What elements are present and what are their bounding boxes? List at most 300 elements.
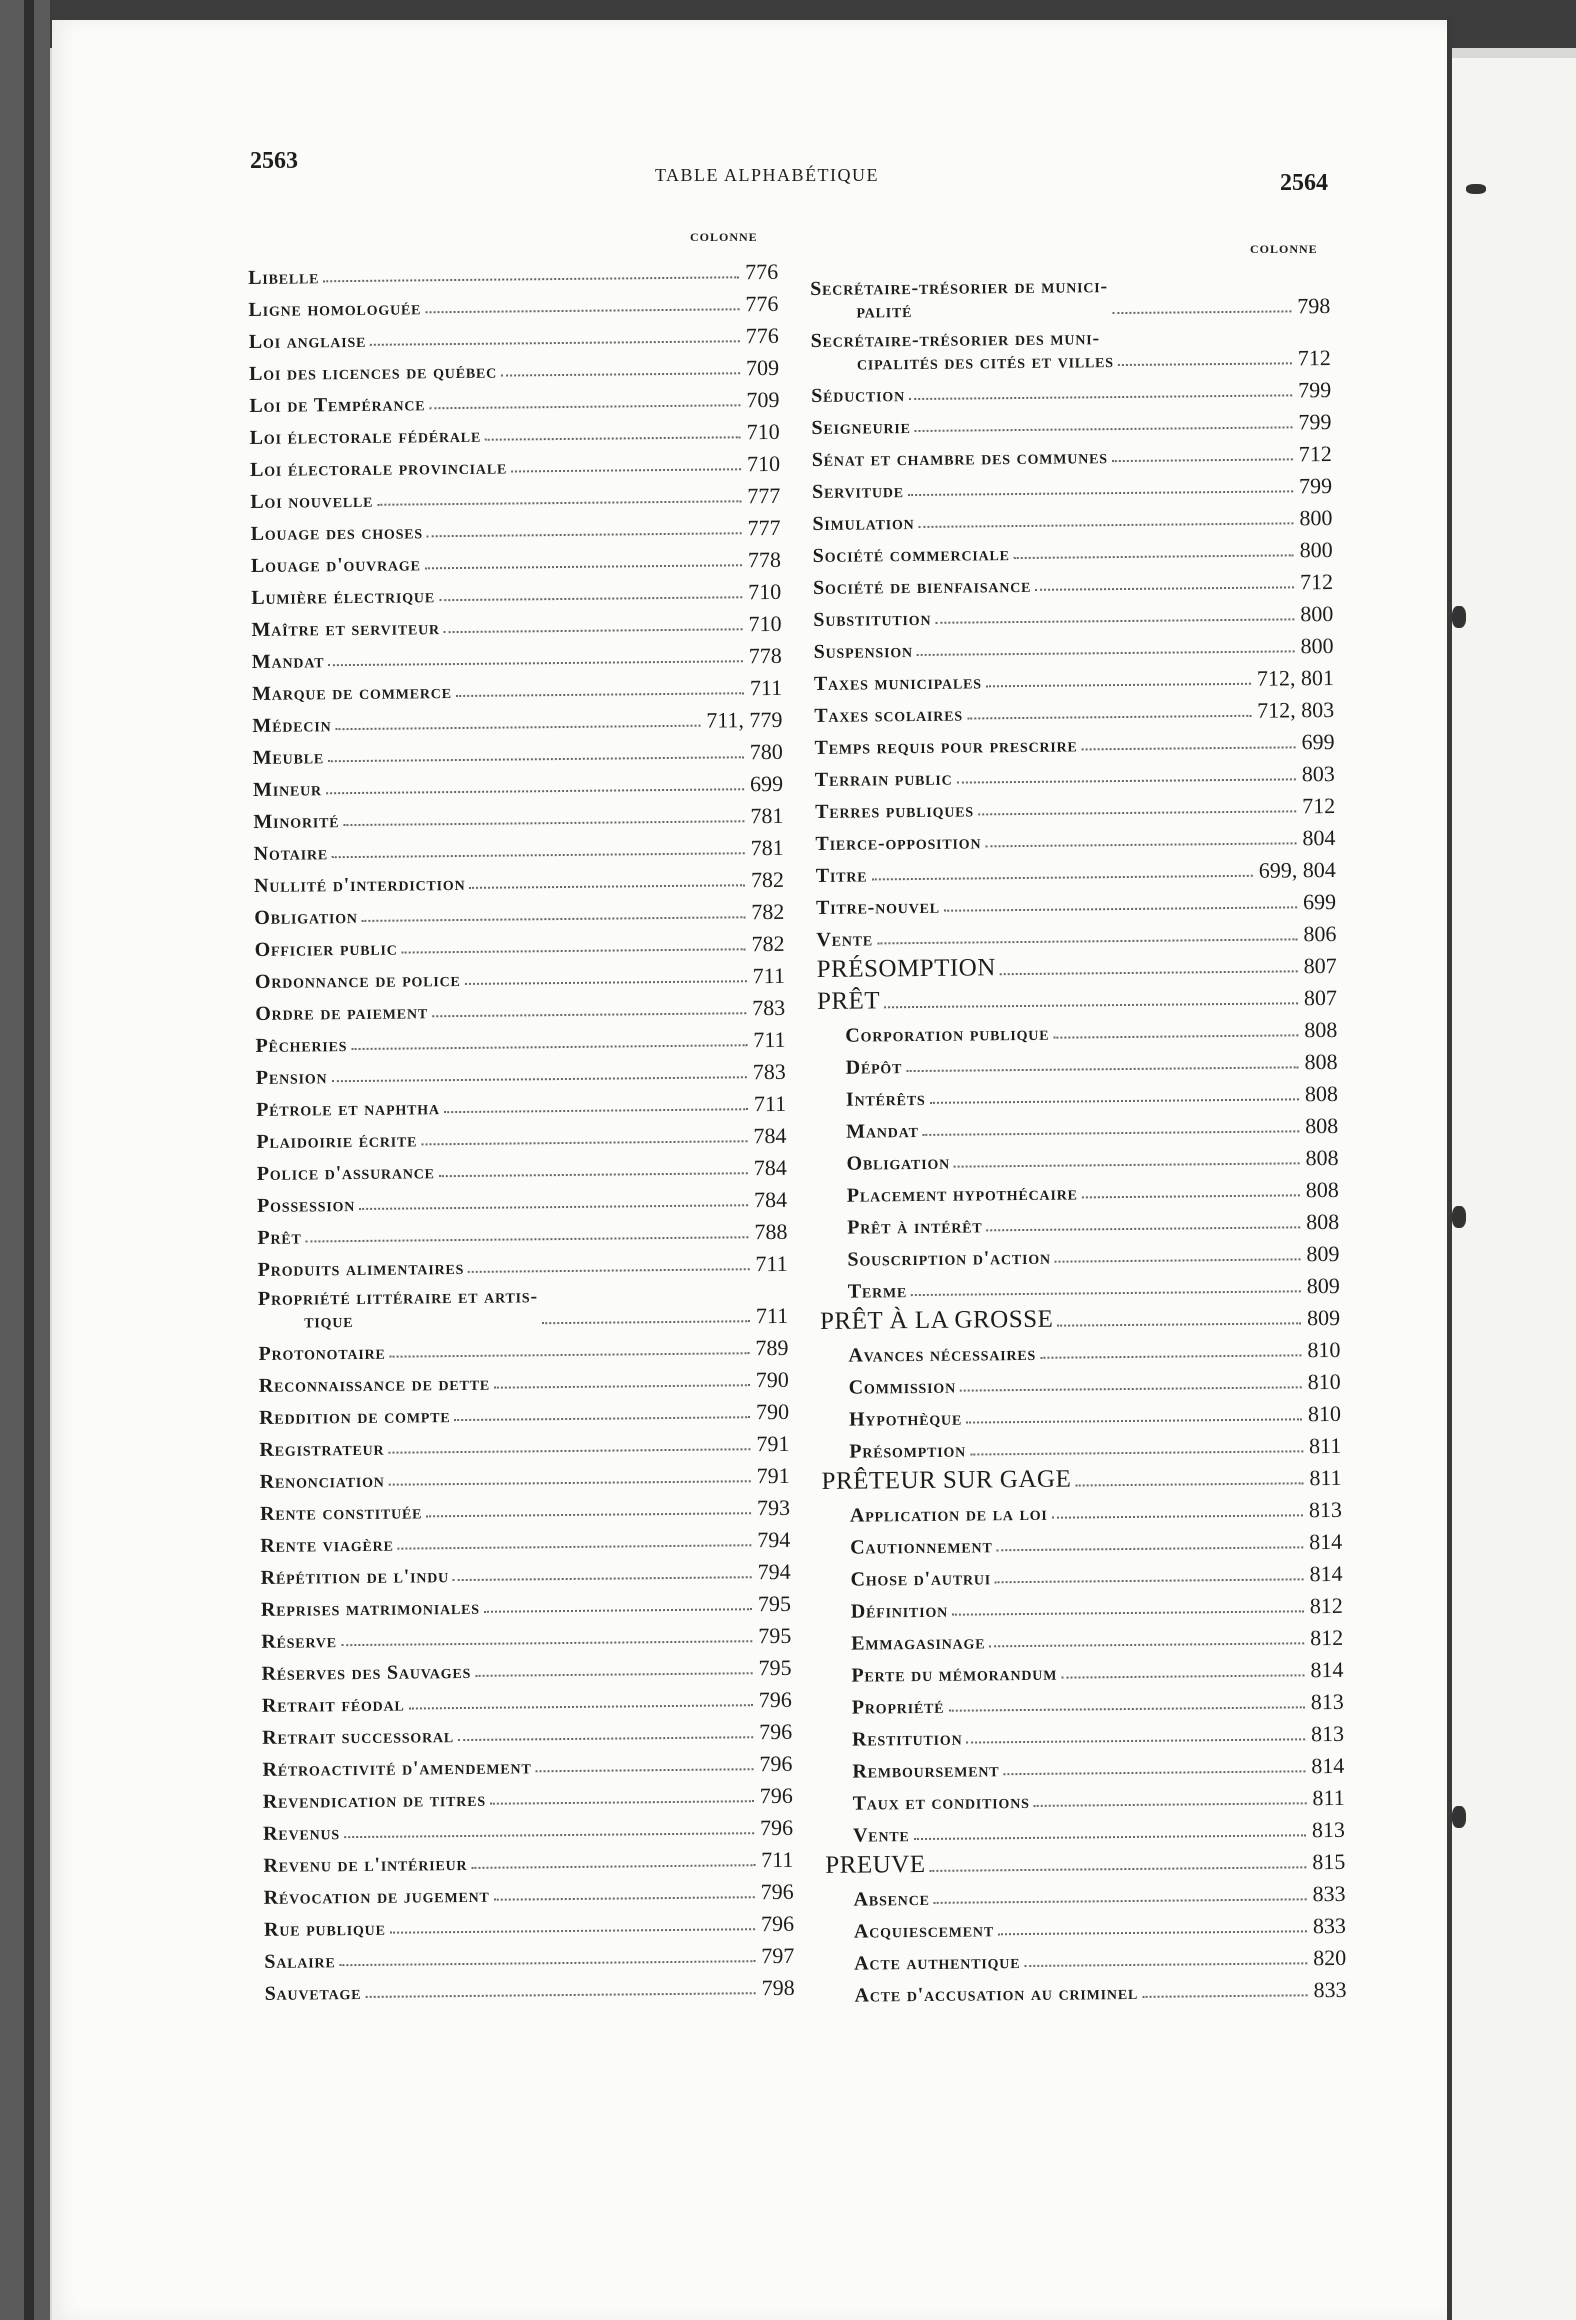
index-term: Substitution (813, 607, 932, 631)
leader-dots (884, 1002, 1298, 1008)
column-reference: 712 (1298, 441, 1332, 467)
leader-dots (365, 1992, 755, 1998)
leader-dots (402, 948, 746, 953)
column-reference: 796 (759, 1750, 793, 1777)
index-entry (263, 1841, 793, 1878)
leader-dots (454, 1416, 750, 1421)
index-term: PRÉSOMPTION (816, 954, 996, 983)
index-entry (264, 1937, 794, 1974)
column-reference: 796 (759, 1718, 793, 1745)
column-reference: 782 (751, 898, 785, 925)
leader-dots (986, 683, 1251, 688)
leader-dots (1035, 586, 1294, 590)
column-reference: 813 (1310, 1720, 1345, 1747)
index-entry (821, 1395, 1341, 1432)
index-term: PRÊT À LA GROSSE (819, 1305, 1054, 1335)
column-reference: 781 (750, 834, 784, 861)
leader-dots (909, 394, 1292, 400)
column-reference: 800 (1300, 632, 1334, 659)
index-entry (259, 1393, 789, 1430)
index-term: Corporation publique (845, 1022, 1050, 1047)
index-term: Reddition de compte (259, 1405, 451, 1429)
index-term: Hypothèque (848, 1407, 963, 1431)
index-term: Notaire (253, 842, 329, 865)
index-term: Taux et conditions (852, 1790, 1030, 1815)
index-entry (822, 1523, 1342, 1560)
column-reference: 711 (755, 1302, 789, 1329)
leader-dots (967, 715, 1251, 720)
index-term: Pension (255, 1066, 328, 1089)
leader-dots (425, 564, 742, 569)
index-term: Plaidoirie écrite (256, 1129, 418, 1153)
index-term: Reconnaissance de dette (258, 1372, 491, 1397)
leader-dots (465, 980, 747, 985)
column-reference: 793 (756, 1494, 791, 1521)
index-entry (820, 1267, 1340, 1304)
index-entry (814, 691, 1334, 728)
index-entry (263, 1777, 793, 1814)
column-reference: 799 (1298, 409, 1332, 435)
leader-dots (444, 628, 743, 633)
column-reference: 811 (1312, 1784, 1345, 1811)
leader-dots (908, 490, 1293, 496)
leader-dots (388, 1448, 750, 1453)
leader-dots (328, 660, 743, 666)
index-entry (253, 797, 783, 834)
leader-dots (1034, 1802, 1307, 1807)
column-reference: 790 (755, 1398, 790, 1425)
index-term: Loi électorale fédérale (249, 424, 482, 449)
leader-dots (351, 1044, 747, 1050)
leader-dots (332, 852, 745, 858)
index-term: Vente (852, 1824, 910, 1847)
index-entry (252, 637, 782, 674)
index-term: Acte authentique (854, 1951, 1021, 1975)
index-term: Chose d'autrui (850, 1567, 992, 1591)
leader-dots (989, 1642, 1304, 1647)
index-term: Rétroactivité d'amendement (262, 1756, 532, 1781)
column-reference: 808 (1306, 1208, 1340, 1235)
index-entry (825, 1843, 1345, 1880)
leader-dots (966, 1418, 1302, 1423)
column-reference: 781 (750, 802, 784, 829)
leader-dots (341, 1640, 752, 1646)
index-entry (250, 445, 780, 482)
index-term: Reprises matrimoniales (260, 1596, 480, 1621)
leader-dots (948, 1706, 1304, 1711)
leader-dots (377, 500, 741, 505)
column-reference: 784 (753, 1154, 787, 1181)
column-reference: 782 (750, 866, 785, 893)
index-term: Seigneurie (811, 416, 911, 439)
index-entry (817, 1043, 1337, 1080)
index-term (810, 275, 1108, 324)
leader-dots (1040, 1354, 1301, 1359)
leader-dots (1061, 1674, 1304, 1678)
index-entry (826, 1939, 1346, 1976)
column-reference: 820 (1313, 1944, 1347, 1971)
leader-dots (914, 1834, 1306, 1840)
column-reference: 810 (1307, 1368, 1341, 1395)
leader-dots (359, 1204, 748, 1210)
column-reference: 709 (746, 386, 780, 413)
leader-dots (426, 1512, 751, 1517)
index-entry (258, 1245, 788, 1282)
index-entry (251, 573, 781, 610)
right-index-column (810, 267, 1347, 2008)
page-number-left: 2563 (250, 148, 298, 174)
column-reference: 796 (758, 1686, 792, 1713)
index-entry (255, 989, 785, 1026)
column-reference: 712 (1297, 345, 1331, 371)
leader-dots (494, 1384, 750, 1388)
index-term: Police d'assurance (256, 1161, 435, 1185)
adjacent-page-strip (1452, 58, 1576, 2320)
column-reference: 796 (760, 1878, 794, 1905)
leader-dots (362, 916, 746, 922)
index-entry (820, 1299, 1340, 1336)
column-reference: 800 (1299, 504, 1333, 531)
index-entry (812, 467, 1332, 504)
leader-dots (444, 1108, 748, 1113)
column-reference: 712 (1299, 568, 1334, 595)
index-term: Lumière électrique (251, 585, 436, 609)
index-entry (815, 819, 1335, 856)
column-reference: 788 (754, 1218, 788, 1245)
leader-dots (935, 618, 1294, 623)
column-reference: 784 (753, 1122, 787, 1149)
index-term: Répétition de l'indu (260, 1565, 450, 1589)
leader-dots (421, 1140, 747, 1145)
index-entry (254, 925, 784, 962)
index-entry (256, 1085, 786, 1122)
leader-dots (409, 1704, 753, 1709)
column-reference: 777 (747, 482, 781, 509)
index-entry (263, 1809, 793, 1846)
leader-dots (475, 1672, 752, 1677)
index-term: Prêt à intérêt (847, 1215, 983, 1239)
index-entry (813, 563, 1333, 600)
index-term: Obligation (254, 905, 358, 929)
index-term: Nullité d'interdiction (253, 872, 466, 897)
leader-dots (328, 756, 744, 762)
column-reference: 808 (1304, 1016, 1338, 1043)
leader-dots (335, 725, 700, 731)
index-entry (818, 1139, 1338, 1176)
column-reference: 799 (1298, 472, 1333, 499)
index-entry (259, 1361, 789, 1398)
leader-dots (432, 1012, 746, 1017)
column-reference: 776 (745, 258, 779, 285)
leader-dots (1052, 1514, 1303, 1518)
leader-dots (306, 1236, 749, 1242)
leader-dots (439, 1172, 748, 1177)
index-term: Commission (848, 1375, 957, 1399)
column-reference: 711 (752, 962, 786, 989)
index-entry (256, 1053, 786, 1090)
index-term: Application de la loi (849, 1502, 1048, 1527)
index-term: PREUVE (825, 1850, 926, 1879)
column-reference: 814 (1309, 1528, 1343, 1555)
index-entry (260, 1457, 790, 1494)
index-entry (824, 1715, 1344, 1752)
index-term: Mandat (251, 650, 325, 673)
index-term: Restitution (851, 1727, 963, 1751)
leader-dots (1082, 746, 1296, 750)
leader-dots (954, 1162, 1300, 1167)
column-reference: 776 (745, 290, 779, 317)
leader-dots (1055, 1258, 1301, 1262)
index-term: PRÊT (816, 987, 881, 1015)
index-term: Obligation (846, 1151, 951, 1175)
leader-dots (469, 884, 745, 889)
leader-dots (1057, 1322, 1301, 1326)
index-entry (255, 957, 785, 994)
index-term: Présomption (849, 1439, 967, 1463)
index-term: Révocation de jugement (263, 1884, 490, 1909)
column-reference: 711 (753, 1090, 787, 1117)
page-number-right: 2564 (1280, 170, 1328, 196)
index-term: Médecin (252, 714, 332, 737)
index-entry (260, 1553, 790, 1590)
index-entry (251, 605, 781, 642)
index-term: Rue publique (263, 1917, 386, 1941)
column-reference: 711 (753, 1026, 786, 1053)
index-term: Sénat et chambre des communes (811, 446, 1108, 471)
index-entry (812, 435, 1332, 472)
leader-dots (915, 426, 1293, 432)
column-reference: 808 (1305, 1176, 1339, 1203)
leader-dots (998, 1930, 1307, 1935)
index-term: Registrateur (259, 1437, 385, 1461)
index-term: Louage des choses (250, 521, 424, 545)
column-reference: 782 (751, 930, 785, 957)
index-entry (253, 733, 783, 770)
leader-dots (871, 875, 1252, 881)
index-term: Dépôt (845, 1056, 903, 1079)
column-reference: 699 (749, 770, 784, 797)
index-entry (821, 1427, 1341, 1464)
column-reference: 814 (1309, 1560, 1343, 1587)
leader-dots (1053, 1034, 1298, 1038)
leader-dots (906, 1066, 1298, 1072)
index-term: Titre (815, 864, 868, 887)
index-term: Loi anglaise (248, 329, 367, 353)
index-term: Pétrole et naphtha (256, 1097, 440, 1121)
index-entry (813, 627, 1333, 664)
index-term: Vente (816, 928, 874, 951)
index-entry (822, 1491, 1342, 1528)
index-entry (250, 477, 780, 514)
leader-dots (934, 1898, 1307, 1904)
index-entry (249, 349, 779, 386)
leader-dots (331, 1076, 747, 1082)
index-entry (254, 829, 784, 866)
index-term: Ordonnance de police (254, 968, 461, 993)
leader-dots (978, 810, 1296, 815)
column-reference: 813 (1310, 1688, 1344, 1715)
index-entry (248, 253, 778, 290)
index-term-line2: cipalités des cités et villes (856, 350, 1114, 375)
leader-dots (987, 1226, 1301, 1231)
leader-dots (485, 436, 741, 440)
index-entry (250, 509, 780, 546)
index-term: Renonciation (259, 1469, 385, 1493)
index-term: Servitude (812, 480, 904, 503)
leader-dots (323, 276, 739, 282)
index-entry (818, 1107, 1338, 1144)
column-reference: 777 (747, 514, 781, 541)
index-term: Définition (850, 1599, 949, 1623)
index-term: Terres publiques (815, 799, 975, 823)
index-term-line2: palité (856, 300, 913, 323)
column-reference: 833 (1312, 1912, 1347, 1939)
index-entry (260, 1521, 790, 1558)
leader-dots (960, 1386, 1302, 1391)
leader-dots (390, 1352, 750, 1357)
column-reference: 712 (1302, 792, 1336, 819)
index-term: Maître et serviteur (251, 617, 440, 641)
leader-dots (340, 1960, 756, 1966)
index-term-line1: Secrétaire-trésorier des muni- (810, 327, 1100, 352)
column-reference: 794 (757, 1558, 791, 1585)
column-reference: 791 (756, 1430, 790, 1457)
index-entry (813, 531, 1333, 568)
column-reference: 711 (749, 674, 783, 701)
column-reference: 808 (1305, 1112, 1339, 1139)
index-entry (817, 979, 1337, 1016)
leader-dots (427, 532, 742, 537)
index-entry (254, 893, 784, 930)
index-entry (817, 947, 1337, 984)
index-entry (815, 787, 1335, 824)
index-entry (252, 701, 782, 738)
column-reference: 796 (759, 1782, 793, 1809)
column-reference: 800 (1300, 600, 1334, 627)
index-entry (261, 1617, 791, 1654)
index-entry (262, 1681, 792, 1718)
index-entry (249, 381, 779, 418)
index-term-line1: Propriété littéraire et artis- (257, 1285, 538, 1310)
running-title: TABLE ALPHABÉTIQUE (655, 165, 880, 185)
index-entry (261, 1649, 791, 1686)
index-entry (814, 723, 1334, 760)
column-reference: 795 (758, 1622, 792, 1649)
index-entry (815, 755, 1335, 792)
index-entry (811, 403, 1331, 440)
index-term: Réserve (261, 1630, 337, 1653)
column-reference: 797 (761, 1942, 795, 1969)
index-term: Perte du mémorandum (851, 1662, 1058, 1687)
index-term: Pêcheries (255, 1034, 348, 1057)
column-reference: 804 (1302, 824, 1336, 851)
leader-dots (923, 1130, 1300, 1136)
column-reference: 798 (1297, 293, 1331, 319)
column-reference: 807 (1303, 952, 1337, 979)
column-reference: 711 (761, 1846, 794, 1873)
index-term: Protonotaire (258, 1341, 386, 1365)
index-term: Libelle (248, 266, 320, 289)
leader-dots (957, 778, 1296, 783)
leader-dots (370, 340, 740, 346)
index-entry (252, 669, 782, 706)
column-reference: 789 (755, 1334, 789, 1361)
leader-dots (501, 372, 740, 376)
index-term-line2: tique (304, 1310, 354, 1333)
index-entry (823, 1651, 1343, 1688)
index-entry (260, 1489, 790, 1526)
index-entry (258, 1277, 788, 1334)
index-entry (257, 1149, 787, 1186)
column-reference: 783 (752, 1058, 786, 1085)
column-reference: 796 (759, 1814, 794, 1841)
index-term: Cautionnement (850, 1535, 993, 1559)
column-reference: 800 (1299, 536, 1333, 563)
index-entry (258, 1329, 788, 1366)
index-term: Sauvetage (264, 1981, 362, 2005)
column-reference: 809 (1306, 1304, 1341, 1331)
index-term: Produits alimentaires (257, 1256, 465, 1281)
column-reference: 810 (1307, 1400, 1342, 1427)
index-entry (824, 1683, 1344, 1720)
column-reference: 711, 779 (706, 706, 783, 733)
index-term: Intérêts (845, 1087, 926, 1111)
index-term (258, 1285, 538, 1334)
leader-dots (877, 938, 1297, 944)
leader-dots (970, 1450, 1303, 1455)
leader-dots (453, 1576, 752, 1581)
leader-dots (425, 308, 739, 313)
index-entry (251, 541, 781, 578)
index-term: Acquiescement (853, 1919, 995, 1943)
index-term: Acte d'accusation au criminel (854, 1981, 1139, 2007)
index-term: Rente viagère (260, 1533, 394, 1557)
column-reference: 812 (1309, 1592, 1343, 1619)
index-entry (810, 267, 1330, 324)
column-reference: 778 (747, 546, 782, 573)
index-term: Temps requis pour prescrire (814, 734, 1078, 759)
index-entry (255, 1021, 785, 1058)
leader-dots (471, 1864, 755, 1869)
index-term: Taxes municipales (813, 671, 982, 695)
column-reference: 810 (1307, 1336, 1341, 1363)
index-term: Avances nécessaires (848, 1342, 1037, 1367)
leader-dots (343, 820, 744, 826)
index-entry (264, 1873, 794, 1910)
leader-dots (439, 596, 742, 601)
leader-dots (468, 1268, 749, 1273)
index-term: Simulation (812, 512, 915, 535)
index-term: Mandat (846, 1119, 919, 1143)
leader-dots (484, 1608, 752, 1613)
leader-dots (1118, 362, 1292, 366)
index-term: Loi électorale provinciale (249, 456, 508, 481)
index-term: Retrait successoral (262, 1725, 455, 1749)
index-term: Officier public (254, 937, 398, 961)
leader-dots (1075, 1482, 1303, 1486)
index-entry (264, 1969, 794, 2006)
index-term: Rente constituée (259, 1501, 423, 1525)
index-entry (816, 915, 1336, 952)
index-entry (820, 1331, 1340, 1368)
index-entry (262, 1713, 792, 1750)
index-entry (813, 595, 1333, 632)
column-reference: 795 (758, 1654, 792, 1681)
column-reference: 784 (753, 1186, 788, 1213)
column-reference: 814 (1311, 1752, 1345, 1779)
index-entry (249, 317, 779, 354)
column-reference: 711 (755, 1250, 788, 1277)
